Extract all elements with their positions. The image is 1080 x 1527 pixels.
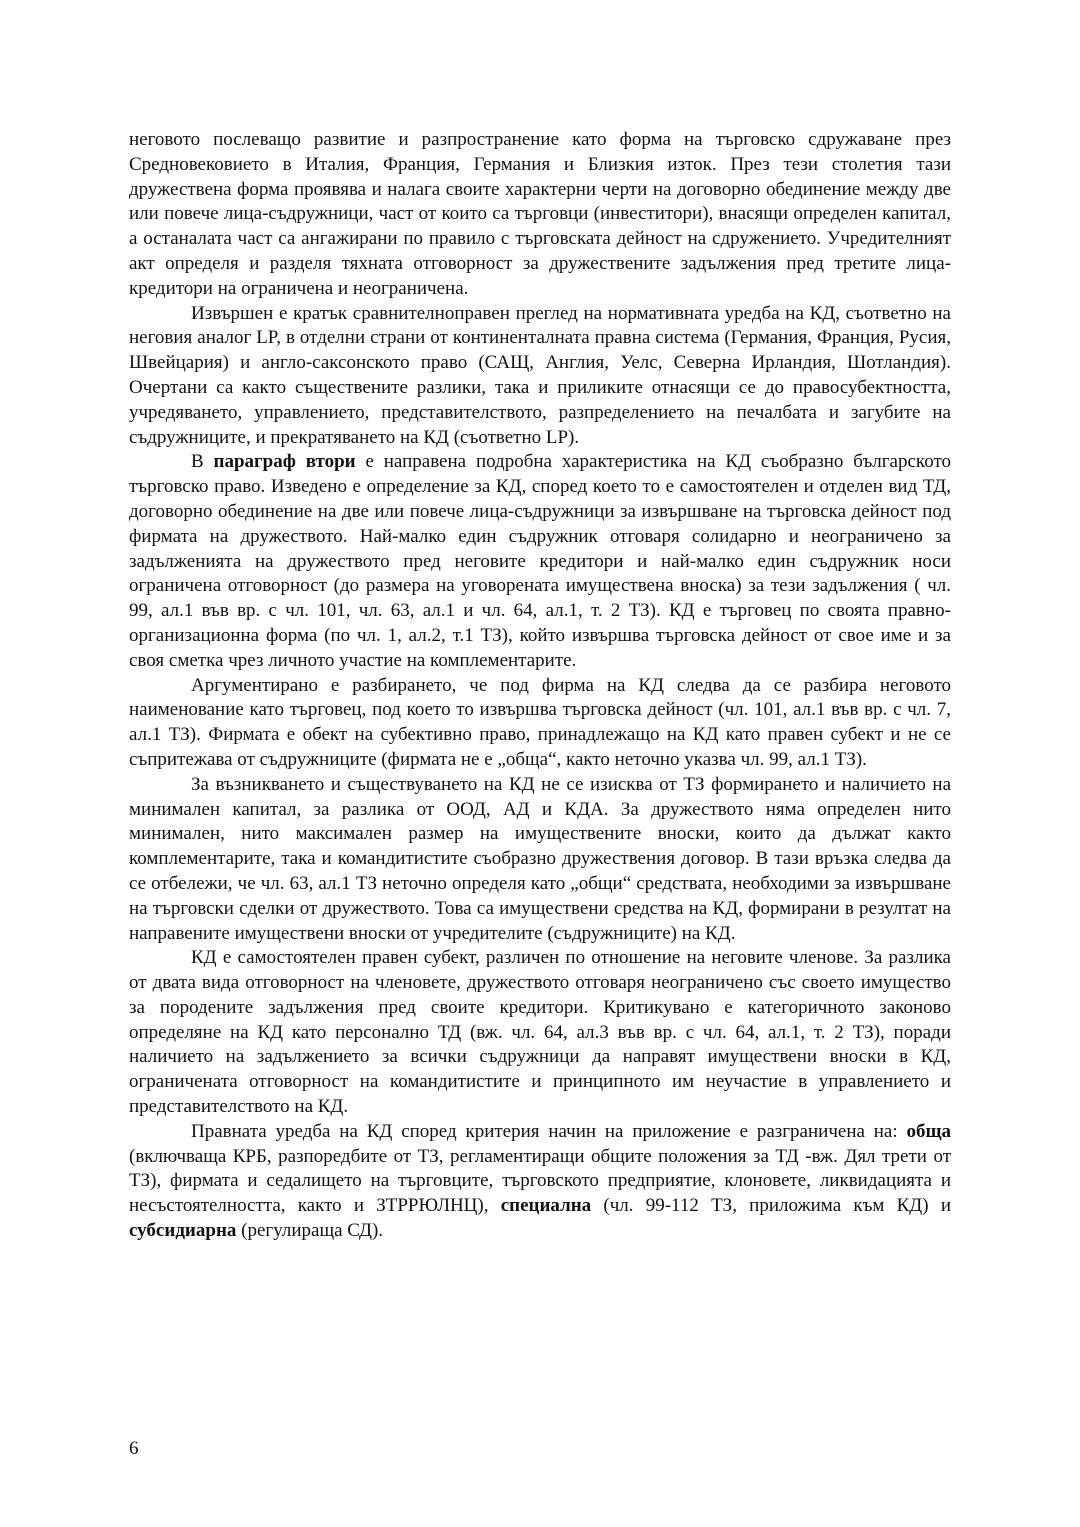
paragraph-2 [129, 302, 951, 451]
paragraph-text: Извършен е кратък сравнителноправен преглед на нормативната уредба на КД, съответно на неговия аналог LP, в отделни страни от континенталната правна система (Германия, Франция, Русия, Швейцария) и англо-саксонското право (САЩ, Англия, Уелс, Северна Ирландия, Шотландия). Очертани са както съществените разлики, така и приликите отнасящи се до правосубектността, учредяването, управлението, представителството, разпределението на печалбата и загубите на съдружниците, и прекратяването на КД (съответно LP). [129, 302, 951, 448]
bold-term: параграф втори [213, 451, 356, 473]
paragraph-text: Правната уредба на КД според критерия начин на приложение е разграничена на: [191, 1120, 907, 1142]
paragraph-text: За възникването и съществуването на КД не се изисква от ТЗ формирането и наличието на минимален капитал, за разлика от ООД, АД и КДА. За дружеството няма определен нито минимален, нито максимален размер на имуществените вноски, които да дължат както комплементарите, така и командитистите съобразно дружествения договор. В тази връзка следва да се отбележи, че чл. 63, ал.1 ТЗ неточно определя като „общи“ средствата, необходими за извършване на търговски сделки от дружеството. Това са имуществени средства на КД, формирани в резултат на направените имуществени вноски от учредителите (съдружниците) на КД. [129, 773, 951, 944]
document-body [129, 128, 951, 1244]
paragraph-text: неговото послеващо развитие и разпространение като форма на търговско сдружаване през Средновековието в Италия, Франция, Германия и Близкия изток. През тези столетия тази дружествена форма проявява и налага своите характерни черти на договорно обединение между две или повече лица-съдружници, част от които са търговци (инвеститори), внасящи определен капитал, а останалата част са ангажирани по правило с търговската дейност на сдружението. Учредителният акт определя и разделя тяхната отговорност за дружествените задължения пред третите лица-кредитори на ограничена и неограничена. [129, 129, 951, 299]
paragraph-4 [129, 674, 951, 773]
page-number: 6 [129, 1438, 139, 1459]
paragraph-text: (чл. 99-112 ТЗ, приложима към КД) и [591, 1195, 951, 1217]
bold-term: специална [500, 1195, 592, 1217]
paragraph-text: В [191, 451, 214, 473]
paragraph-3 [129, 450, 951, 673]
paragraph-1 [129, 128, 951, 302]
paragraph-text: е направена подробна характеристика на КД съобразно българското търговско право. Изведено е определение за КД, според което то е самостоятелен и отделен вид ТД, договорно обединение на две или повече лица-съдружници за извършване на търговска дейност под фирмата на дружеството. Най-малко един съдружник отговаря солидарно и неограничено за задълженията на дружеството пред неговите кредитори и най-малко един съдружник носи ограничена отговорност (до размера на уговорената имуществена вноска) за тези задължения ( чл. 99, ал.1 във вр. с чл. 101, чл. 63, ал.1 и чл. 64, ал.1, т. 2 ТЗ). КД е търговец по своята правно-организационна форма (по чл. 1, ал.2, т.1 ТЗ), който извършва търговска дейност от свое име и за своя сметка чрез личното участие на комплементарите. [129, 451, 951, 671]
bold-term: субсидиарна [129, 1220, 237, 1242]
paragraph-6 [129, 946, 951, 1120]
paragraph-text: (регулираща СД). [236, 1220, 384, 1242]
paragraph-7 [129, 1120, 951, 1244]
bold-term: обща [906, 1120, 951, 1142]
paragraph-text: Аргументирано е разбирането, че под фирма на КД следва да се разбира неговото наименование като търговец, под което то извършва търговска дейност (чл. 101, ал.1 във вр. с чл. 7, ал.1 ТЗ). Фирмата е обект на субективно право, принадлежащо на КД като правен субект и не се съпритежава от съдружниците (фирмата не е „обща“, както неточно указва чл. 99, ал.1 ТЗ). [129, 674, 951, 770]
paragraph-text: (включваща КРБ, разпоредбите от ТЗ, регламентиращи общите положения за ТД -вж. Дял трети от ТЗ), фирмата и седалището на търговците, търговското предприятие, клоновете, ликвидацията и несъстоятелността, както и ЗТРРЮЛНЦ), [129, 1145, 951, 1217]
paragraph-5 [129, 773, 951, 947]
paragraph-text: КД е самостоятелен правен субект, различен по отношение на неговите членове. За разлика от двата вида отговорност на членовете, дружеството отговаря неограничено със своето имущество за породените задължения пред своите кредитори. Критикувано е категоричното законово определяне на КД като персонално ТД (вж. чл. 64, ал.3 във вр. с чл. 64, ал.1, т. 2 ТЗ), поради наличието на задължението за всички съдружници да направят имуществени вноски в КД, ограничената отговорност на командитистите и принципното им неучастие в управлението и представителството на КД. [129, 947, 951, 1118]
